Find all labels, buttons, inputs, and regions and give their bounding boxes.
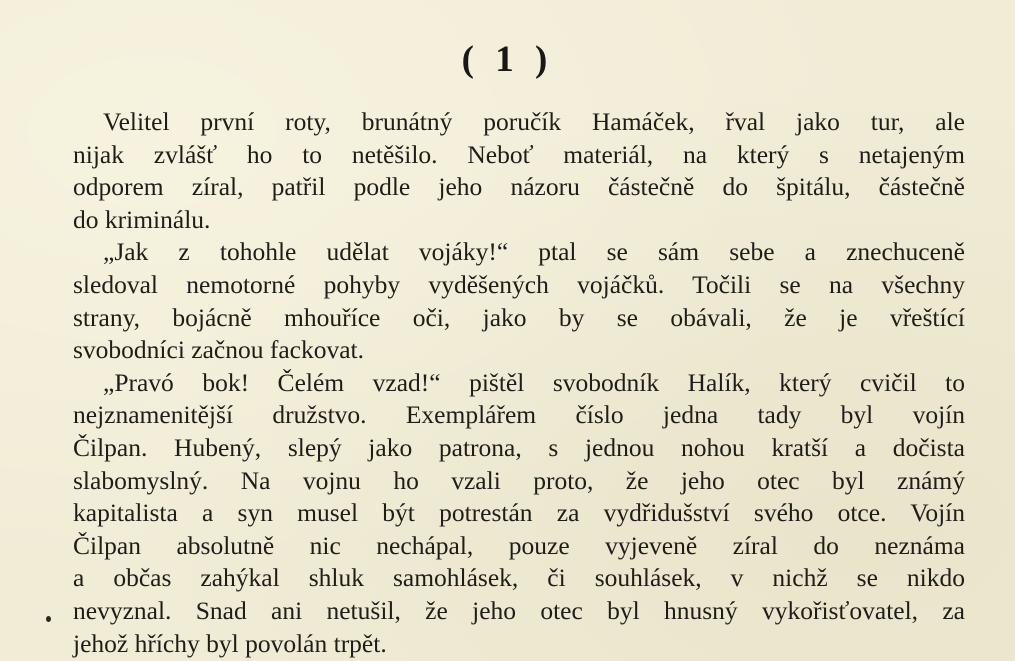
chapter-heading: ( 1 ) [461, 39, 554, 80]
text-line: nijak zvlášť ho to netěšilo. Neboť materiál, na který s netajeným [73, 139, 965, 169]
text-line: svobodníci začnou fackovat. [73, 335, 365, 365]
text-line: slabomyslný. Na vojnu ho vzali proto, že jeho otec byl známý [73, 465, 965, 495]
text-line: jehož hříchy byl povolán trpět. [73, 628, 387, 658]
text-line: a občas zahýkal shluk samohlásek, či souhlásek, v nichž se nikdo [73, 563, 965, 593]
text-line: nevyznal. Snad ani netušil, že jeho otec byl hnusný vykořisťovatel, za [73, 595, 965, 625]
text-line: nejznamenitější družstvo. Exemplářem číslo jedna tady byl vojín [73, 400, 965, 430]
text-line: „Pravó bok! Čelém vzad!“ pištěl svobodník Halík, který cvičil to [103, 367, 965, 397]
text-line: sledoval nemotorné pohyby vyděšených vojáčků. Točili se na všechny [73, 269, 965, 299]
text-line: do kriminálu. [73, 204, 211, 234]
text-line: Čilpan absolutně nic nechápal, pouze vyjeveně zíral do neznáma [73, 530, 965, 560]
text-line: Velitel první roty, brunátný poručík Hamáček, řval jako tur, ale [103, 107, 965, 136]
text-line: kapitalista a syn musel být potrestán za vydřidušství svého otce. Vojín [73, 498, 965, 528]
text-line: „Jak z tohohle udělat vojáky!“ ptal se sám sebe a znechuceně [103, 237, 965, 267]
body-text [73, 106, 965, 660]
text-line: odporem zíral, patřil podle jeho názoru částečně do špitálu, částečně [73, 172, 965, 202]
text-line: Čilpan. Hubený, slepý jako patrona, s jednou nohou kratší a dočista [73, 432, 965, 462]
margin-mark [46, 616, 51, 622]
text-line: strany, bojácně mhouříce oči, jako by se obávali, že je vřeštící [73, 302, 965, 332]
